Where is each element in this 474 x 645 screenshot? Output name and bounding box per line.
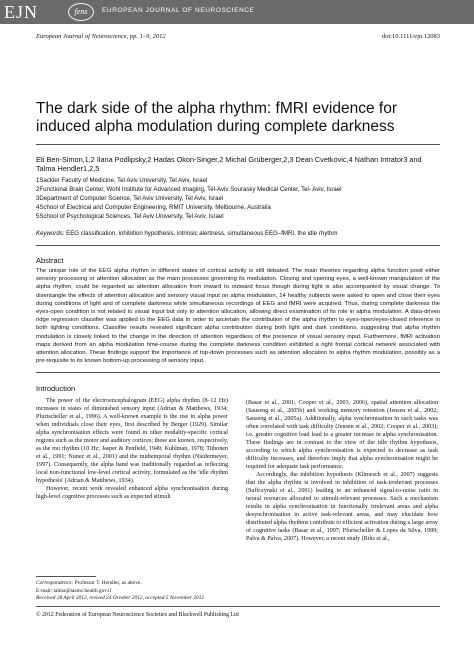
- right-column: [246, 399, 438, 543]
- keywords-line: [36, 230, 446, 238]
- article-title: The dark side of the alpha rhythm: fMRI evidence for induced alpha modulation during complete darkness: [36, 100, 397, 135]
- affiliation-item: 3Department of Computer Science, Tel Aviv University, Tel Aviv, Israel: [36, 195, 224, 202]
- keywords-divider: [36, 245, 440, 246]
- intro-paragraph: However, recent work revealed enhanced alpha synchronisation during high-level cognitive processes such as expected stimuli: [36, 486, 228, 500]
- doi-line: doi:10.1111/ejn.12083: [381, 33, 440, 40]
- intro-paragraph: (Basar et al., 2001; Cooper et al., 2003, 2006), spatial attention allocation (Sauseng et al., 2005b) and working memory retention (Jensen et al., 2002; Sauseng et al., 2005a). Additionally, alpha synchronisation in such tasks was often correlated with task difficulty (Jensen et al., 2002; Cooper et al., 2003); i.e. greater cognitive load lead to a greater increase in alpha synchronisation. These findings are in contrast to the view of the idle rhythm hypothesis, according to which alpha synchronisation is expected to decrease as task difficulty increases, and therefore imply that alpha synchronisation might be required for adequate task performance.: [246, 400, 438, 470]
- keywords-label: Keywords:: [36, 230, 65, 237]
- affiliation-item: 2Functional Brain Center, Wohl Institute for Advanced Imaging, Tel-Aviv Sourasky Medical Center, Tel- Aviv, Israel: [36, 186, 342, 193]
- citation-line: European Journal of Neuroscience, pp. 1–9, 2012: [36, 33, 166, 40]
- abstract-divider: [36, 372, 440, 373]
- journal-name: EUROPEAN JOURNAL OF NEUROSCIENCE: [102, 7, 255, 14]
- abstract-text: The unique role of the EEG alpha rhythm in different states of cortical activity is still debated. The main theories regarding alpha function posit either sensory processing or attention allocation as the main processes governing its modulation. Closing and opening eyes, a well-known manipulation of the alpha rhythm, could be regarded as attention allocation from inward to outward focus though during light is also accompanied by visual change. To disentangle the effects of attention allocation and sensory visual input on alpha modulation, 14 healthy subjects were asked to open and close their eyes during conditions of light and of complete darkness while simultaneous recordings of EEG and fMRI were acquired. Thus, during complete darkness the eyes-open condition is not related to visual input but only to attention allocation, allowing direct examination of its role in alpha modulation. A data-driven ridge regression classifier was applied to the EEG data in order to ascertain the contribution of the alpha rhythm to eyes-open/eyes-closed inference in both lighting conditions. Classifier results revealed significant alpha contribution during both light and dark conditions, suggesting that alpha rhythm modulation is closely linked to the change in the direction of attention regardless of the presence of visual sensory input. Furthermore, fMRI activation maps derived from an alpha modulation time-course during the complete darkness condition exhibited a right frontal cortical network associated with attention allocation. These findings support the importance of top-down processes such as attention allocation to alpha rhythm modulation, possibly as a pre-requisite to its known bottom-up processing of sensory input.: [36, 268, 440, 365]
- introduction-heading: Introduction: [36, 384, 76, 393]
- copyright-line: © 2012 Federation of European Neuroscience Societies and Blackwell Publishing Ltd: [36, 612, 239, 618]
- affiliation-item: 5School of Psychological Sciences, Tel Aviv University, Tel Aviv, Israel: [36, 213, 224, 220]
- correspondence-label: Correspondence:: [36, 580, 74, 586]
- left-column: [36, 397, 228, 501]
- intro-paragraph: The power of the electroencephalogram (EEG) alpha rhythm (8–12 Hz) increases in states of diminished sensory input (Adrian & Matthews, 1934; Pfurtscheller et al., 1996). A well-known example is the rise in alpha power when individuals close their eyes, first described by Berger (1929). Similar alpha synchronisation effects were found in other modality-specific cortical regions such as the motor and auditory cortices; these are known, respectively, as the mu rhythm (10 Hz; Jasper & Penfield, 1949; Kuhlman, 1978; Tiihonen et al., 1991; Nunez et al., 2001) and the midtemporal rhythm (Niedermeyer, 1997). Consequently, the alpha band was traditionally regarded as reflecting local non-functional low-level cortical activity, formulated as the 'idle rhythm hypothesis' (Adrian & Matthews, 1934).: [36, 398, 228, 484]
- correspondence-text: Professor T. Hendler, as above.: [74, 580, 142, 586]
- affiliation-item: 4School of Electrical and Computer Engineering, RMIT University, Melbourne, Australia: [36, 204, 271, 211]
- title-divider: [36, 144, 440, 145]
- journal-logo: EJN: [4, 2, 38, 22]
- intro-paragraph: Accordingly, the inhibition hypothesis (Klimesch et al., 2007) suggests that the alpha rhythm is involved in inhibition of task-irrelevant processes (Suffczynski et al., 2001) leading to an enhanced signal-to-noise ratio in neural resources allocated to stimuli-relevant processes. Such a mechanism results in alpha synchronisation in functionally irrelevant areas and alpha desynchronisation in active task-relevant areas, and may elucidate how distributed alpha rhythms contribute to efficient activation during a large array of cognitive tasks (Basar et al., 1997; Pfurtscheller & Lopes da Silva, 1999; Palva & Palva, 2007). However, a recent study (Rihs et al.,: [246, 472, 438, 542]
- journal-banner: [0, 0, 474, 24]
- affiliation-list: [36, 176, 446, 221]
- society-logo-icon: fens: [68, 3, 94, 21]
- correspondence-footnote: [36, 580, 236, 603]
- submission-dates: Received 28 April 2012, revised 24 October 2012, accepted 5 November 2012: [36, 595, 205, 601]
- copyright-divider: [36, 606, 440, 607]
- abstract-heading: Abstract: [36, 256, 64, 265]
- keywords-text: EEG classification, inhibition hypothesis, intrinsic alertness, simultaneous EEG–fMRI, the idle rhythm: [66, 230, 338, 237]
- footnote-divider: [36, 576, 96, 577]
- correspondence-email: E-mail: talma@tasmc.health.gov.il: [36, 587, 111, 594]
- author-list: Eti Ben-Simon,1,2 Ilana Podlipsky,2 Hadas Okon-Singer,2 Michal Gruberger,2,3 Dean Cvetkovic,4 Nathan Intrator3 and Talma Hendler1,2,5: [36, 155, 422, 173]
- affiliation-item: 1Sackler Faculty of Medicine, Tel Aviv University, Tel Aviv, Israel: [36, 177, 208, 184]
